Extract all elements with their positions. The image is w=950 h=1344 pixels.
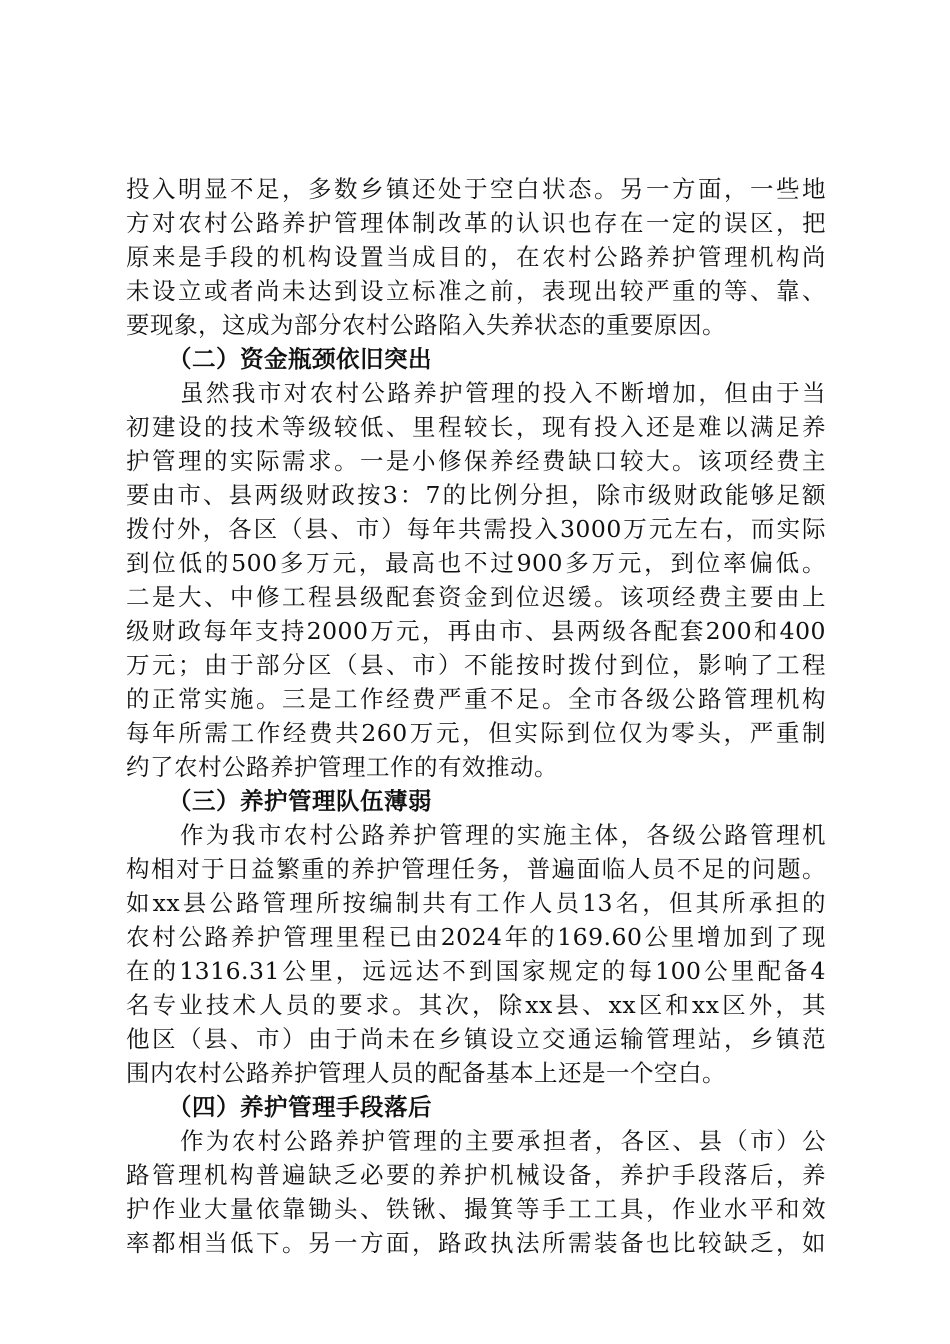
paragraph-line: 构相对于日益繁重的养护管理任务，普遍面临人员不足的问题。 xyxy=(126,855,826,883)
paragraph-line: 虽然我市对农村公路养护管理的投入不断增加，但由于当 xyxy=(180,379,826,407)
paragraph-line: 初建设的技术等级较低、里程较长，现有投入还是难以满足养 xyxy=(126,413,826,441)
paragraph-line: 作为农村公路养护管理的主要承担者，各区、县（市）公 xyxy=(180,1127,826,1155)
section-heading-4: （四）养护管理手段落后 xyxy=(168,1093,432,1121)
section3-body xyxy=(126,818,826,1090)
section2-body xyxy=(126,376,826,784)
paragraph-line: 拨付外，各区（县、市）每年共需投入3000万元左右，而实际 xyxy=(126,515,826,543)
section-heading-2: （二）资金瓶颈依旧突出 xyxy=(168,345,432,373)
paragraph-line: 每年所需工作经费共260万元，但实际到位仅为零头，严重制 xyxy=(126,719,826,747)
paragraph-line: 未设立或者尚未达到设立标准之前，表现出较严重的等、靠、 xyxy=(126,277,826,305)
section-heading-3: （三）养护管理队伍薄弱 xyxy=(168,787,432,815)
paragraph-line: 要现象，这成为部分农村公路陷入失养状态的重要原因。 xyxy=(126,311,726,339)
section4-body xyxy=(126,1124,826,1260)
paragraph-line: 如xx县公路管理所按编制共有工作人员13名，但其所承担的 xyxy=(126,889,826,917)
section1-tail xyxy=(126,172,826,342)
paragraph-line: 约了农村公路养护管理工作的有效推动。 xyxy=(126,753,558,781)
paragraph-line: 农村公路养护管理里程已由2024年的169.60公里增加到了现 xyxy=(126,923,826,951)
paragraph-line: 要由市、县两级财政按3：7的比例分担，除市级财政能够足额 xyxy=(126,481,826,509)
paragraph-line: 级财政每年支持2000万元，再由市、县两级各配套200和400 xyxy=(126,617,826,645)
paragraph-line: 作为我市农村公路养护管理的实施主体，各级公路管理机 xyxy=(180,821,826,849)
paragraph-line: 原来是手段的机构设置当成目的，在农村公路养护管理机构尚 xyxy=(126,243,826,271)
paragraph-line: 围内农村公路养护管理人员的配备基本上还是一个空白。 xyxy=(126,1059,726,1087)
paragraph-line: 方对农村公路养护管理体制改革的认识也存在一定的误区，把 xyxy=(126,209,826,237)
paragraph-line: 他区（县、市）由于尚未在乡镇设立交通运输管理站，乡镇范 xyxy=(126,1025,826,1053)
paragraph-line: 在的1316.31公里，远远达不到国家规定的每100公里配备4 xyxy=(126,957,826,985)
paragraph-line: 护作业大量依靠锄头、铁锹、撮箕等手工工具，作业水平和效 xyxy=(126,1195,826,1223)
paragraph-line: 护管理的实际需求。一是小修保养经费缺口较大。该项经费主 xyxy=(126,447,826,475)
paragraph-line: 万元；由于部分区（县、市）不能按时拨付到位，影响了工程 xyxy=(126,651,826,679)
document-page xyxy=(126,172,826,1260)
paragraph-line: 投入明显不足，多数乡镇还处于空白状态。另一方面，一些地 xyxy=(126,175,826,203)
paragraph-line: 的正常实施。三是工作经费严重不足。全市各级公路管理机构 xyxy=(126,685,826,713)
paragraph-line: 二是大、中修工程县级配套资金到位迟缓。该项经费主要由上 xyxy=(126,583,826,611)
paragraph-line: 路管理机构普遍缺乏必要的养护机械设备，养护手段落后，养 xyxy=(126,1161,826,1189)
paragraph-line: 名专业技术人员的要求。其次，除xx县、xx区和xx区外，其 xyxy=(126,991,826,1019)
paragraph-line: 到位低的500多万元，最高也不过900多万元，到位率偏低。 xyxy=(126,549,826,577)
paragraph-line: 率都相当低下。另一方面，路政执法所需装备也比较缺乏，如 xyxy=(126,1229,826,1257)
